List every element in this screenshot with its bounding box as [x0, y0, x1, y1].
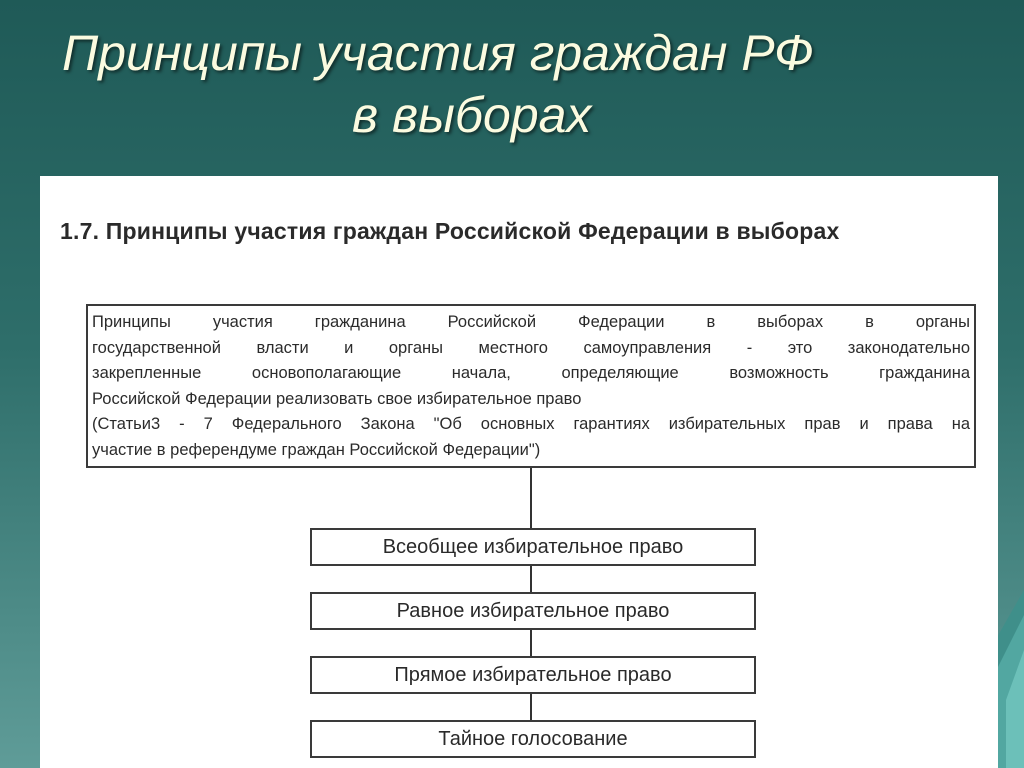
definition-line: Российской Федерации реализовать свое избирательное право [92, 389, 582, 408]
slide-title-line-2: в выборах [352, 87, 592, 143]
slide-title-line-1: Принципы участия граждан РФ [62, 25, 814, 81]
principle-box-direct: Прямое избирательное право [310, 656, 756, 694]
connector-line [530, 566, 532, 592]
principle-box-equal: Равное избирательное право [310, 592, 756, 630]
definition-box [86, 304, 976, 468]
connector-line [530, 694, 532, 720]
principle-box-universal: Всеобщее избирательное право [310, 528, 756, 566]
definition-text [92, 310, 970, 463]
document-panel [40, 176, 998, 768]
principle-box-secret: Тайное голосование [310, 720, 756, 758]
connector-line [530, 468, 532, 530]
definition-line: (Статьи3 - 7 Федерального Закона "Об основных гарантиях избирательных прав и права на [92, 415, 970, 433]
slide-title [0, 22, 1024, 146]
document-heading: 1.7. Принципы участия граждан Российской Федерации в выборах [60, 218, 840, 244]
definition-line: участие в референдуме граждан Российской Федерации") [92, 440, 541, 459]
connector-line [530, 630, 532, 656]
definition-line: Принципы участия гражданина Российской Федерации в выборах в органы [92, 313, 970, 331]
definition-line: государственной власти и органы местного самоуправления - это законодательно [92, 338, 970, 357]
definition-line: закрепленные основополагающие начала, определяющие возможность гражданина [92, 364, 970, 382]
